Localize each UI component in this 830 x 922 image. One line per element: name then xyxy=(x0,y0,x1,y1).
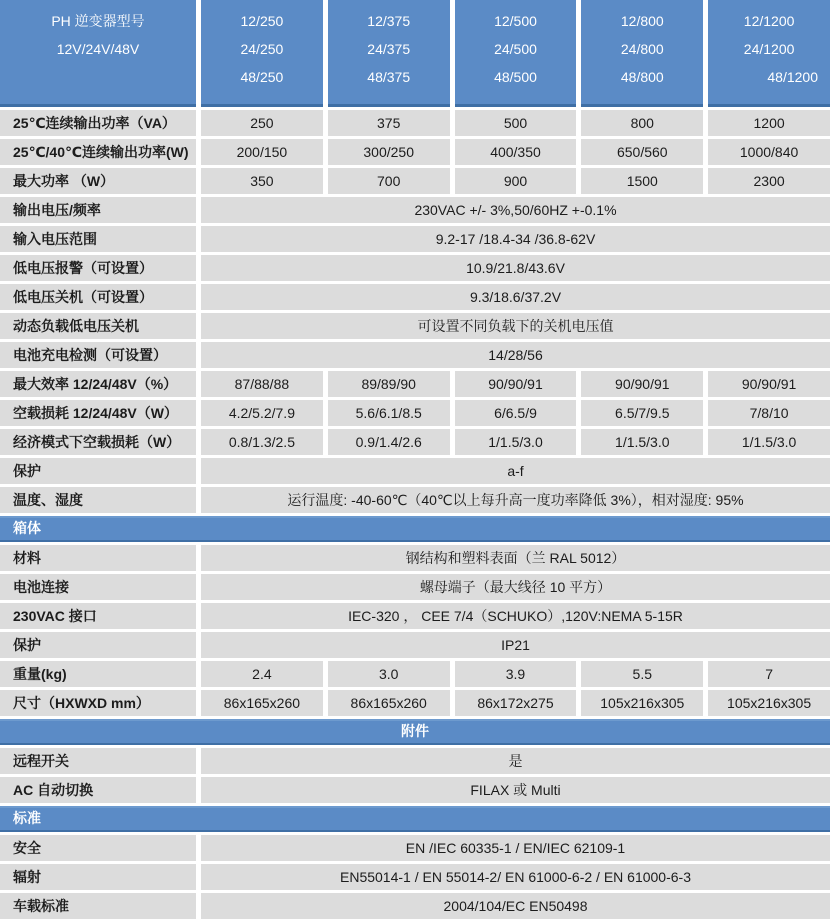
row-label: AC 自动切换 xyxy=(0,777,196,803)
row-label: 25℃连续输出功率（VA） xyxy=(0,110,196,136)
model-name: 24/500 xyxy=(494,41,537,57)
model-name: 12/500 xyxy=(494,13,537,29)
value-cell: 2300 xyxy=(708,168,830,194)
row-label: 车载标准 xyxy=(0,893,196,919)
spec-row xyxy=(0,313,830,339)
row-label: 材料 xyxy=(0,545,196,571)
section-bar-accessories: 附件 xyxy=(0,719,830,745)
value-cell: 200/150 xyxy=(201,139,323,165)
value-cell: 1/1.5/3.0 xyxy=(708,429,830,455)
row-label: 低电压报警（可设置） xyxy=(0,255,196,281)
model-name: 48/500 xyxy=(494,69,537,85)
value-cell: 3.0 xyxy=(328,661,450,687)
spec-row xyxy=(0,284,830,310)
value-cell: 0.8/1.3/2.5 xyxy=(201,429,323,455)
row-label: 最大功率 （W） xyxy=(0,168,196,194)
spec-row xyxy=(0,255,830,281)
value-cell: 90/90/91 xyxy=(581,371,703,397)
value-cell: 800 xyxy=(581,110,703,136)
row-label: 230VAC 接口 xyxy=(0,603,196,629)
spec-row xyxy=(0,342,830,368)
spec-row xyxy=(0,661,830,687)
row-label: 保护 xyxy=(0,458,196,484)
row-label: 重量(kg) xyxy=(0,661,196,687)
value-cell: 1/1.5/3.0 xyxy=(581,429,703,455)
spec-row xyxy=(0,574,830,600)
spec-row xyxy=(0,487,830,513)
table-header xyxy=(0,0,830,107)
header-voltage-label: 12V/24V/48V xyxy=(56,41,140,57)
row-label: 空载损耗 12/24/48V（W） xyxy=(0,400,196,426)
value-cell-span: 可设置不同负载下的关机电压值 xyxy=(201,313,830,339)
value-cell: 700 xyxy=(328,168,450,194)
row-label: 输出电压/频率 xyxy=(0,197,196,223)
row-label: 辐射 xyxy=(0,864,196,890)
value-cell: 350 xyxy=(201,168,323,194)
value-cell: 5.5 xyxy=(581,661,703,687)
model-name: 48/250 xyxy=(240,69,284,85)
value-cell: 2.4 xyxy=(201,661,323,687)
spec-row xyxy=(0,110,830,136)
spec-row xyxy=(0,632,830,658)
spec-row xyxy=(0,400,830,426)
spec-row xyxy=(0,545,830,571)
value-cell: 86x172x275 xyxy=(455,690,577,716)
model-name: 48/375 xyxy=(367,69,411,85)
value-cell: 5.6/6.1/8.5 xyxy=(328,400,450,426)
model-name: 12/250 xyxy=(240,13,284,29)
value-cell: 6.5/7/9.5 xyxy=(581,400,703,426)
value-cell-span: 230VAC +/- 3%,50/60HZ +-0.1% xyxy=(201,197,830,223)
value-cell: 250 xyxy=(201,110,323,136)
value-cell: 0.9/1.4/2.6 xyxy=(328,429,450,455)
section-bar-enclosure: 箱体 xyxy=(0,516,830,542)
header-column-250 xyxy=(201,0,323,107)
row-label: 电池充电检测（可设置） xyxy=(0,342,196,368)
value-cell: 90/90/91 xyxy=(708,371,830,397)
row-label: 动态负载低电压关机 xyxy=(0,313,196,339)
spec-row xyxy=(0,139,830,165)
row-label: 尺寸（HXWXD mm） xyxy=(0,690,196,716)
header-column-1200 xyxy=(708,0,830,107)
value-cell-span: IEC-320 ， CEE 7/4（SCHUKO）,120V:NEMA 5-15R xyxy=(201,603,830,629)
value-cell: 1/1.5/3.0 xyxy=(455,429,577,455)
row-label: 电池连接 xyxy=(0,574,196,600)
value-cell: 105x216x305 xyxy=(708,690,830,716)
value-cell-span: 2004/104/EC EN50498 xyxy=(201,893,830,919)
spec-row xyxy=(0,429,830,455)
value-cell: 87/88/88 xyxy=(201,371,323,397)
value-cell: 650/560 xyxy=(581,139,703,165)
value-cell-span: a-f xyxy=(201,458,830,484)
spec-row xyxy=(0,197,830,223)
spec-row xyxy=(0,371,830,397)
spec-row xyxy=(0,864,830,890)
value-cell-span: FILAX 或 Multi xyxy=(201,777,830,803)
value-cell: 86x165x260 xyxy=(201,690,323,716)
row-label: 温度、湿度 xyxy=(0,487,196,513)
row-label: 最大效率 12/24/48V（%） xyxy=(0,371,196,397)
spec-row xyxy=(0,458,830,484)
section-bar-standards: 标准 xyxy=(0,806,830,832)
value-cell-span: EN /IEC 60335-1 / EN/IEC 62109-1 xyxy=(201,835,830,861)
value-cell: 105x216x305 xyxy=(581,690,703,716)
spec-row xyxy=(0,226,830,252)
model-name: 24/250 xyxy=(240,41,284,57)
value-cell: 6/6.5/9 xyxy=(455,400,577,426)
value-cell-span: 14/28/56 xyxy=(201,342,830,368)
row-label: 低电压关机（可设置） xyxy=(0,284,196,310)
model-name: 12/800 xyxy=(620,13,664,29)
header-column-375 xyxy=(328,0,450,107)
value-cell-span: IP21 xyxy=(201,632,830,658)
value-cell: 900 xyxy=(455,168,577,194)
model-name: 12/1200 xyxy=(743,13,795,29)
row-label: 输入电压范围 xyxy=(0,226,196,252)
value-cell: 1000/840 xyxy=(708,139,830,165)
model-name: 24/1200 xyxy=(743,41,795,57)
value-cell-span: 运行温度: -40-60℃（40℃以上每升高一度功率降低 3%），相对湿度: 95% xyxy=(201,487,830,513)
model-name: 12/375 xyxy=(367,13,411,29)
value-cell: 300/250 xyxy=(328,139,450,165)
row-label: 保护 xyxy=(0,632,196,658)
value-cell: 400/350 xyxy=(455,139,577,165)
value-cell: 375 xyxy=(328,110,450,136)
spec-row xyxy=(0,690,830,716)
value-cell: 86x165x260 xyxy=(328,690,450,716)
header-column-500 xyxy=(455,0,577,107)
value-cell-span: 钢结构和塑料表面（兰 RAL 5012） xyxy=(201,545,830,571)
value-cell: 7/8/10 xyxy=(708,400,830,426)
row-label: 25℃/40℃连续输出功率(W) xyxy=(0,139,196,165)
header-column-800 xyxy=(581,0,703,107)
header-product-label: PH 逆变器型号 xyxy=(51,13,145,29)
model-name: 48/1200 xyxy=(767,69,818,85)
value-cell-span: 是 xyxy=(201,748,830,774)
value-cell-span: 螺母端子（最大线径 10 平方） xyxy=(201,574,830,600)
spec-row xyxy=(0,893,830,919)
spec-row xyxy=(0,835,830,861)
value-cell: 3.9 xyxy=(455,661,577,687)
spec-row xyxy=(0,777,830,803)
value-cell-span: EN55014-1 / EN 55014-2/ EN 61000-6-2 / EN 61000-6-3 xyxy=(201,864,830,890)
spec-row xyxy=(0,603,830,629)
value-cell: 7 xyxy=(708,661,830,687)
value-cell: 90/90/91 xyxy=(455,371,577,397)
value-cell-span: 9.2-17 /18.4-34 /36.8-62V xyxy=(201,226,830,252)
row-label: 远程开关 xyxy=(0,748,196,774)
spec-row xyxy=(0,748,830,774)
header-model-cell xyxy=(0,0,196,107)
model-name: 24/375 xyxy=(367,41,411,57)
spec-row xyxy=(0,168,830,194)
value-cell: 89/89/90 xyxy=(328,371,450,397)
value-cell: 500 xyxy=(455,110,577,136)
row-label: 经济模式下空载损耗（W） xyxy=(0,429,196,455)
value-cell: 1500 xyxy=(581,168,703,194)
model-name: 48/800 xyxy=(620,69,664,85)
row-label: 安全 xyxy=(0,835,196,861)
model-name: 24/800 xyxy=(620,41,664,57)
value-cell-span: 10.9/21.8/43.6V xyxy=(201,255,830,281)
value-cell: 1200 xyxy=(708,110,830,136)
value-cell-span: 9.3/18.6/37.2V xyxy=(201,284,830,310)
value-cell: 4.2/5.2/7.9 xyxy=(201,400,323,426)
